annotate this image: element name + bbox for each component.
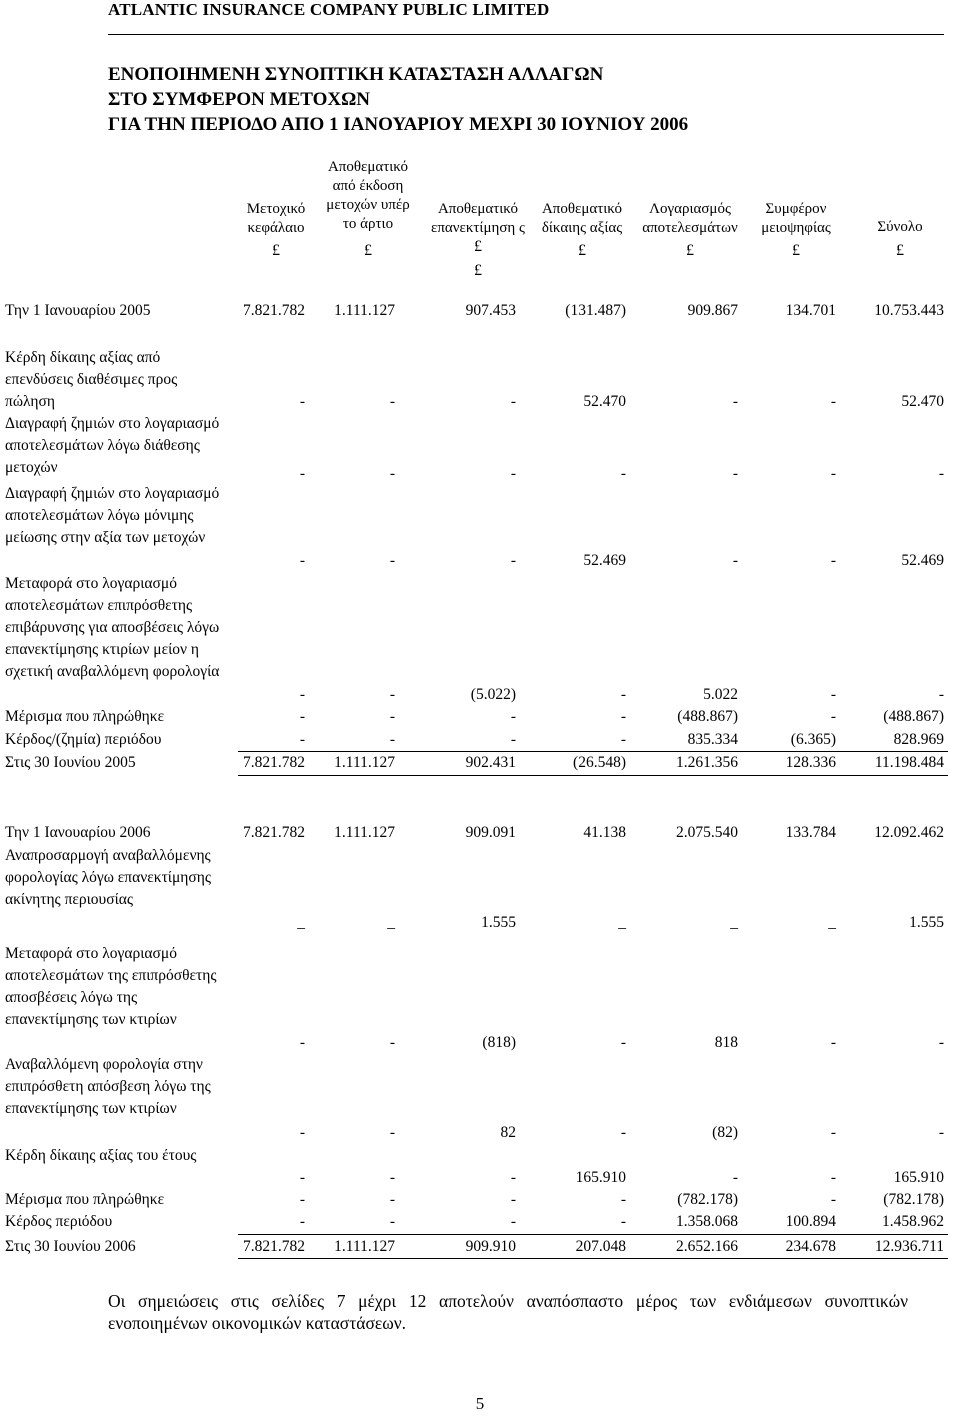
cell-value: 907.453 xyxy=(465,302,516,319)
cell-value: - xyxy=(299,393,305,410)
cell-value: - xyxy=(620,1191,626,1208)
cell-value: 11.198.484 xyxy=(874,754,944,771)
row-label: Κέρδος περιόδου xyxy=(5,1213,113,1230)
total-rule xyxy=(238,1258,948,1259)
cell-value: 1.111.127 xyxy=(334,302,395,319)
currency-symbol: £ xyxy=(686,242,694,259)
statement-title-line-2: ΣΤΟ ΣΥΜΦΕΡΟΝ ΜΕΤΟΧΩΝ xyxy=(108,89,371,110)
cell-value: 2.075.540 xyxy=(676,824,738,841)
cell-value: 100.894 xyxy=(785,1213,836,1230)
cell-value: - xyxy=(299,1169,305,1186)
cell-value: - xyxy=(830,1169,836,1186)
cell-value: 7.821.782 xyxy=(243,754,305,771)
row-label: Την 1 Ιανουαρίου 2005 xyxy=(5,302,151,319)
header-rule xyxy=(108,34,944,35)
cell-value: 52.470 xyxy=(583,393,626,410)
total-rule xyxy=(238,775,948,776)
row-label: Διαγραφή ζημιών στο λογαριασμό αποτελεσμάτων λόγω μόνιμης μείωσης στην αξία των μετοχών xyxy=(5,485,220,546)
cell-value: 12.936.711 xyxy=(874,1238,944,1255)
cell-value: - xyxy=(830,393,836,410)
column-heading: Αποθεματικό από έκδοση μετοχών υπέρ το άρτιο xyxy=(326,159,410,232)
row-label: Στις 30 Ιουνίου 2006 xyxy=(5,1238,136,1255)
cell-value: - xyxy=(510,708,516,725)
cell-value: - xyxy=(620,708,626,725)
row-label: Κέρδη δίκαιης αξίας από επενδύσεις διαθέσιμες προς πώληση xyxy=(5,349,178,410)
cell-value: _ xyxy=(730,914,738,931)
cell-value: - xyxy=(732,465,738,482)
cell-value: - xyxy=(299,731,305,748)
row-label: Διαγραφή ζημιών στο λογαριασμό αποτελεσμάτων λόγω διάθεσης μετοχών xyxy=(5,415,220,476)
row-label: Μέρισμα που πληρώθηκε xyxy=(5,1191,165,1208)
cell-value: 1.111.127 xyxy=(334,824,395,841)
cell-value: - xyxy=(389,1191,395,1208)
cell-value: 1.555 xyxy=(481,914,516,931)
currency-symbol: £ xyxy=(272,242,280,259)
currency-symbol: £ xyxy=(364,242,372,259)
cell-value: - xyxy=(299,1191,305,1208)
cell-value: 1.111.127 xyxy=(334,754,395,771)
cell-value: (488.867) xyxy=(677,708,738,725)
cell-value: - xyxy=(299,1034,305,1051)
cell-value: 7.821.782 xyxy=(243,824,305,841)
cell-value: _ xyxy=(828,914,836,931)
statement-title-line-1: ΕΝΟΠΟΙΗΜΕΝΗ ΣΥΝΟΠΤΙΚΗ ΚΑΤΑΣΤΑΣΗ ΑΛΛΑΓΩΝ xyxy=(108,64,604,85)
row-label: Μεταφορά στο λογαριασμό αποτελεσμάτων επιπρόσθετης επιβάρυνσης για αποσβέσεις λόγω επανεκτίμησης κτιρίων μείον η σχετική αναβαλλόμενη φορολογία xyxy=(5,575,220,680)
cell-value: 909.091 xyxy=(465,824,516,841)
cell-value: 828.969 xyxy=(893,731,944,748)
row-label: Μέρισμα που πληρώθηκε xyxy=(5,708,165,725)
cell-value: (6.365) xyxy=(790,731,836,748)
cell-value: - xyxy=(830,552,836,569)
cell-value: - xyxy=(830,708,836,725)
cell-value: 134.701 xyxy=(785,302,836,319)
cell-value: 82 xyxy=(500,1124,516,1141)
row-label: Κέρδος/(ζημία) περιόδου xyxy=(5,731,162,748)
cell-value: - xyxy=(620,1034,626,1051)
cell-value: - xyxy=(510,393,516,410)
cell-value: 52.469 xyxy=(901,552,944,569)
cell-value: - xyxy=(299,1213,305,1230)
cell-value: - xyxy=(389,393,395,410)
cell-value: _ xyxy=(618,914,626,931)
cell-value: _ xyxy=(297,914,305,931)
cell-value: - xyxy=(620,1124,626,1141)
column-heading: Μετοχικό κεφάλαιο xyxy=(246,201,306,236)
cell-value: - xyxy=(299,465,305,482)
cell-value: - xyxy=(620,465,626,482)
cell-value: 1.458.962 xyxy=(882,1213,944,1230)
currency-symbol: £ xyxy=(474,238,482,255)
cell-value: - xyxy=(510,1169,516,1186)
cell-value: 52.470 xyxy=(901,393,944,410)
page-number: 5 xyxy=(475,1394,485,1413)
cell-value: - xyxy=(389,1213,395,1230)
row-label: Την 1 Ιανουαρίου 2006 xyxy=(5,824,151,841)
cell-value: - xyxy=(389,552,395,569)
cell-value: 909.910 xyxy=(465,1238,516,1255)
cell-value: - xyxy=(938,465,944,482)
cell-value: 207.048 xyxy=(575,1238,626,1255)
cell-value: - xyxy=(732,552,738,569)
cell-value: 909.867 xyxy=(687,302,738,319)
row-label: Κέρδη δίκαιης αξίας του έτους xyxy=(5,1147,197,1164)
cell-value: 902.431 xyxy=(465,754,516,771)
column-heading: Αποθεματικό επανεκτίμηση ς xyxy=(431,201,525,236)
cell-value: - xyxy=(510,1191,516,1208)
cell-value: 10.753.443 xyxy=(874,302,944,319)
cell-value: 128.336 xyxy=(785,754,836,771)
cell-value: - xyxy=(830,465,836,482)
cell-value: - xyxy=(389,731,395,748)
currency-symbol: £ xyxy=(578,242,586,259)
cell-value: - xyxy=(620,731,626,748)
cell-value: - xyxy=(510,552,516,569)
cell-value: 1.555 xyxy=(909,914,944,931)
cell-value: - xyxy=(620,1213,626,1230)
column-heading: Σύνολο xyxy=(877,219,923,235)
cell-value: - xyxy=(830,1124,836,1141)
cell-value: 41.138 xyxy=(583,824,626,841)
cell-value: (131.487) xyxy=(565,302,626,319)
cell-value: - xyxy=(389,1169,395,1186)
cell-value: - xyxy=(510,731,516,748)
row-label: Μεταφορά στο λογαριασμό αποτελεσμάτων της επιπρόσθετης αποσβέσεις λόγω της επανεκτίμησης των κτιρίων xyxy=(5,945,217,1028)
cell-value: (82) xyxy=(712,1124,738,1141)
cell-value: - xyxy=(510,465,516,482)
cell-value: 165.910 xyxy=(575,1169,626,1186)
cell-value: 7.821.782 xyxy=(243,302,305,319)
cell-value: - xyxy=(389,1124,395,1141)
currency-symbol: £ xyxy=(474,262,482,279)
cell-value: 1.111.127 xyxy=(334,1238,395,1255)
row-label: Στις 30 Ιουνίου 2005 xyxy=(5,754,136,771)
cell-value: 835.334 xyxy=(687,731,738,748)
cell-value: - xyxy=(299,552,305,569)
column-heading: Λογαριασμός αποτελεσμάτων xyxy=(642,201,738,236)
cell-value: 5.022 xyxy=(703,686,738,703)
cell-value: (26.548) xyxy=(573,754,626,771)
cell-value: 165.910 xyxy=(893,1169,944,1186)
cell-value: 2.652.166 xyxy=(676,1238,738,1255)
company-name: ATLANTIC INSURANCE COMPANY PUBLIC LIMITED xyxy=(108,0,550,19)
cell-value: - xyxy=(732,1169,738,1186)
cell-value: 234.678 xyxy=(785,1238,836,1255)
row-label: Αναβαλλόμενη φορολογία στην επιπρόσθετη απόσβεση λόγω της επανεκτίμησης των κτιρίων xyxy=(5,1056,211,1117)
cell-value: - xyxy=(938,1124,944,1141)
total-rule xyxy=(238,1234,948,1235)
cell-value: 1.358.068 xyxy=(676,1213,738,1230)
cell-value: - xyxy=(299,686,305,703)
cell-value: - xyxy=(620,686,626,703)
cell-value: 12.092.462 xyxy=(874,824,944,841)
cell-value: - xyxy=(830,686,836,703)
cell-value: - xyxy=(299,1124,305,1141)
cell-value: - xyxy=(389,465,395,482)
row-label: Αναπροσαρμογή αναβαλλόμενης φορολογίας λόγω επανεκτίμησης ακίνητης περιουσίας xyxy=(5,847,211,908)
cell-value: 52.469 xyxy=(583,552,626,569)
currency-symbol: £ xyxy=(896,242,904,259)
cell-value: 7.821.782 xyxy=(243,1238,305,1255)
currency-symbol: £ xyxy=(792,242,800,259)
cell-value: (818) xyxy=(482,1034,516,1051)
cell-value: - xyxy=(299,708,305,725)
cell-value: - xyxy=(510,1213,516,1230)
footnote: Οι σημειώσεις στις σελίδες 7 μέχρι 12 αποτελούν αναπόσπαστο μέρος των ενδιάμεσων συνοπτικών ενοποιημένων οικονομικών καταστάσεων. xyxy=(108,1291,908,1333)
cell-value: 133.784 xyxy=(785,824,836,841)
cell-value: - xyxy=(830,1034,836,1051)
cell-value: 818 xyxy=(714,1034,738,1051)
cell-value: (782.178) xyxy=(883,1191,944,1208)
cell-value: 1.261.356 xyxy=(676,754,738,771)
cell-value: - xyxy=(938,1034,944,1051)
cell-value: (5.022) xyxy=(470,686,516,703)
cell-value: - xyxy=(389,1034,395,1051)
cell-value: - xyxy=(389,708,395,725)
cell-value: - xyxy=(938,686,944,703)
cell-value: - xyxy=(732,393,738,410)
statement-title-line-3: ΓΙΑ ΤΗΝ ΠΕΡΙΟΔΟ ΑΠΟ 1 ΙΑΝΟΥΑΡΙΟΥ ΜΕΧΡΙ 30 ΙΟΥΝΙΟΥ 2006 xyxy=(108,114,689,135)
cell-value: - xyxy=(830,1191,836,1208)
total-rule xyxy=(238,751,948,752)
cell-value: - xyxy=(389,686,395,703)
column-heading: Αποθεματικό δίκαιης αξίας xyxy=(541,201,623,236)
column-heading: Συμφέρον μειοψηφίας xyxy=(761,201,831,236)
cell-value: _ xyxy=(387,914,395,931)
cell-value: (488.867) xyxy=(883,708,944,725)
cell-value: (782.178) xyxy=(677,1191,738,1208)
